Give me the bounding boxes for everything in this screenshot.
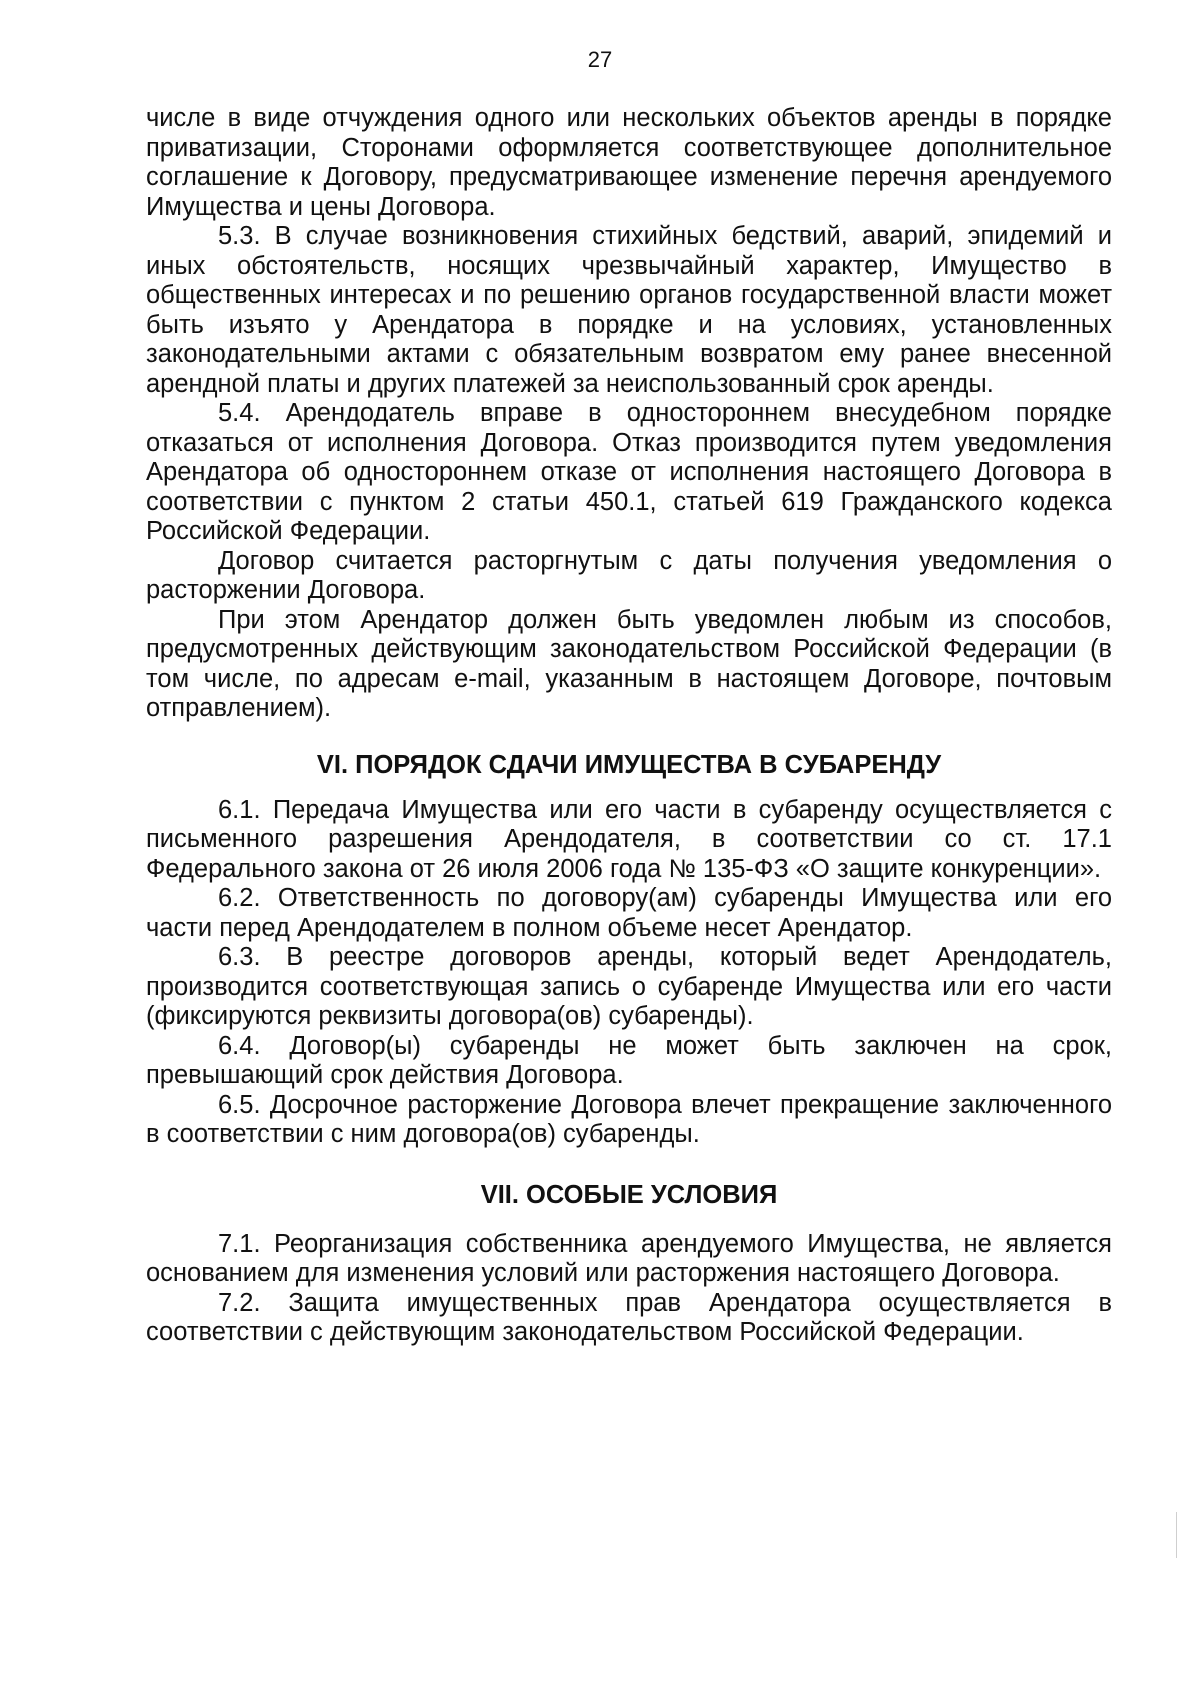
section-heading: VI. ПОРЯДОК СДАЧИ ИМУЩЕСТВА В СУБАРЕНДУ xyxy=(316,750,942,779)
paragraph: 6.1. Передача Имущества или его части в субаренду осуществляется с письменного разрешения Арендодателя, в соответствии со ст. 17.1 Федерального закона от 26 июля 2006 года № 135-ФЗ «О защите конкуренции». xyxy=(146,795,1112,883)
paragraph: 6.5. Досрочное расторжение Договора влечет прекращение заключенного в соответствии с ним договора(ов) субаренды. xyxy=(146,1090,1112,1148)
paragraph: 6.4. Договор(ы) субаренды не может быть заключен на срок, превышающий срок действия Договора. xyxy=(146,1031,1112,1089)
paragraph: 6.3. В реестре договоров аренды, который ведет Арендодатель, производится соответствующая запись о субаренде Имущества или его части (фиксируются реквизиты договора(ов) субаренды). xyxy=(146,943,1112,1030)
paragraph: 5.4. Арендодатель вправе в одностороннем внесудебном порядке отказаться от исполнения Договора. Отказ производится путем уведомления Арендатора об одностороннем отказе от исполнения настоящего Договора в соответствии с пунктом 2 статьи 450.1, статьей 619 Гражданского кодекса Российской Федерации. xyxy=(146,399,1112,545)
section-heading: VII. ОСОБЫЕ УСЛОВИЯ xyxy=(480,1180,778,1209)
scan-artifact-mark xyxy=(1176,1512,1177,1558)
paragraph: 7.2. Защита имущественных прав Арендатора осуществляется в соответствии с действующим законодательством Российской Федерации. xyxy=(146,1288,1112,1346)
paragraph: 5.3. В случае возникновения стихийных бедствий, аварий, эпидемий и иных обстоятельств, носящих чрезвычайный характер, Имущество в общественных интересах и по решению органов государственной власти может быть изъято у Арендатора в порядке и на условиях, установленных законодательными актами с обязательным возвратом ему ранее внесенной арендной платы и других платежей за неиспользованный срок аренды. xyxy=(146,222,1112,398)
document-body xyxy=(146,104,1112,1348)
paragraph: Договор считается расторгнутым с даты получения уведомления о расторжении Договора. xyxy=(146,546,1112,604)
paragraph: При этом Арендатор должен быть уведомлен любым из способов, предусмотренных действующим законодательством Российской Федерации (в том числе, по адресам e-mail, указанным в настоящем Договоре, почтовым отправлением). xyxy=(146,605,1112,722)
paragraph: 7.1. Реорганизация собственника арендуемого Имущества, не является основанием для изменения условий или расторжения настоящего Договора. xyxy=(146,1229,1112,1287)
paragraph: числе в виде отчуждения одного или нескольких объектов аренды в порядке приватизации, Сторонами оформляется соответствующее дополнительное соглашение к Договору, предусматривающее изменение перечня арендуемого Имущества и цены Договора. xyxy=(146,104,1112,221)
page-number: 27 xyxy=(587,47,613,72)
paragraph: 6.2. Ответственность по договору(ам) субаренды Имущества или его части перед Арендодателем в полном объеме несет Арендатор. xyxy=(146,884,1112,942)
